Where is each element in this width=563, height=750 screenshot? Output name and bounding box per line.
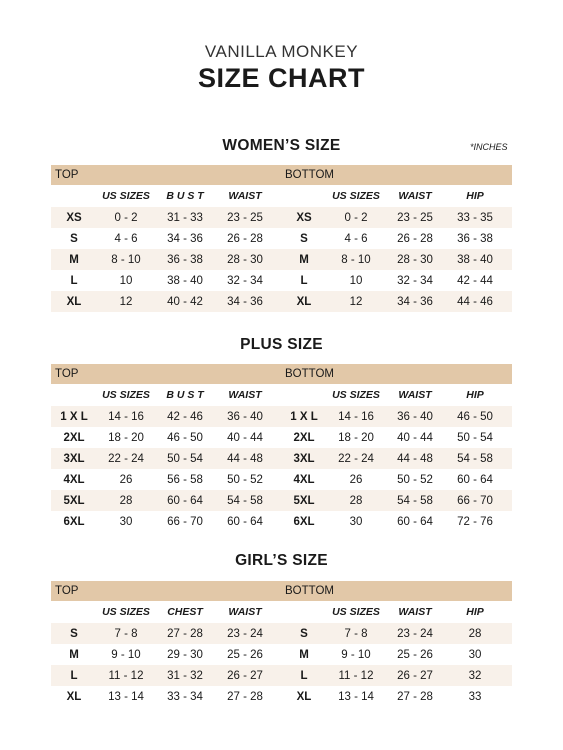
measurement-cell: 28 bbox=[119, 494, 133, 507]
column-header: CHEST bbox=[167, 606, 203, 618]
measurement-cell: 11 - 12 bbox=[338, 669, 374, 682]
size-label: L bbox=[70, 274, 78, 287]
table-row bbox=[51, 490, 282, 511]
size-label: 2XL bbox=[63, 431, 85, 444]
bottom-size-table bbox=[281, 581, 512, 707]
measurement-cell: 50 - 54 bbox=[457, 431, 493, 444]
measurement-cell: 26 - 28 bbox=[397, 232, 433, 245]
measurement-cell: 14 - 16 bbox=[108, 410, 144, 423]
measurement-cell: 31 - 32 bbox=[167, 669, 203, 682]
table-row bbox=[281, 406, 512, 427]
table-row bbox=[281, 291, 512, 312]
table-row bbox=[51, 207, 282, 228]
column-header: WAIST bbox=[398, 606, 432, 618]
measurement-cell: 36 - 38 bbox=[167, 253, 203, 266]
table-row bbox=[51, 623, 282, 644]
measurement-cell: 60 - 64 bbox=[167, 494, 203, 507]
table-row bbox=[281, 644, 512, 665]
size-label: M bbox=[69, 648, 79, 661]
size-label: L bbox=[70, 669, 78, 682]
column-header: B U S T bbox=[166, 389, 204, 401]
column-header: WAIST bbox=[398, 190, 432, 202]
measurement-cell: 23 - 24 bbox=[227, 627, 263, 640]
measurement-cell: 25 - 26 bbox=[227, 648, 263, 661]
table-row bbox=[51, 249, 282, 270]
measurement-cell: 36 - 40 bbox=[397, 410, 433, 423]
measurement-cell: 28 bbox=[349, 494, 363, 507]
size-label: L bbox=[300, 669, 308, 682]
measurement-cell: 32 - 34 bbox=[227, 274, 263, 287]
size-label: XL bbox=[296, 295, 312, 308]
table-row bbox=[51, 448, 282, 469]
table-row bbox=[51, 644, 282, 665]
size-label: 1 X L bbox=[290, 410, 318, 423]
measurement-cell: 13 - 14 bbox=[108, 690, 144, 703]
measurement-cell: 46 - 50 bbox=[167, 431, 203, 444]
top-size-table bbox=[51, 581, 282, 707]
table-label: TOP bbox=[51, 364, 282, 384]
size-label: 1 X L bbox=[60, 410, 88, 423]
measurement-cell: 29 - 30 bbox=[167, 648, 203, 661]
measurement-cell: 50 - 54 bbox=[167, 452, 203, 465]
column-header: US SIZES bbox=[332, 389, 380, 401]
table-header-row bbox=[281, 384, 512, 406]
measurement-cell: 38 - 40 bbox=[167, 274, 203, 287]
table-header-row bbox=[281, 601, 512, 623]
column-header: WAIST bbox=[228, 389, 262, 401]
measurement-cell: 8 - 10 bbox=[111, 253, 141, 266]
table-row bbox=[51, 291, 282, 312]
table-row bbox=[51, 270, 282, 291]
measurement-cell: 32 bbox=[468, 669, 482, 682]
measurement-cell: 72 - 76 bbox=[457, 515, 493, 528]
top-size-table bbox=[51, 165, 282, 312]
bottom-size-table bbox=[281, 165, 512, 312]
measurement-cell: 4 - 6 bbox=[344, 232, 368, 245]
measurement-cell: 26 - 27 bbox=[397, 669, 433, 682]
column-header: B U S T bbox=[166, 190, 204, 202]
table-row bbox=[51, 511, 282, 532]
measurement-cell: 27 - 28 bbox=[397, 690, 433, 703]
measurement-cell: 31 - 33 bbox=[167, 211, 203, 224]
table-label: BOTTOM bbox=[281, 364, 512, 384]
table-row bbox=[281, 490, 512, 511]
table-row bbox=[281, 207, 512, 228]
size-label: XL bbox=[66, 690, 82, 703]
measurement-cell: 40 - 44 bbox=[227, 431, 263, 444]
measurement-cell: 10 bbox=[349, 274, 363, 287]
table-header-row bbox=[51, 384, 282, 406]
table-label: TOP bbox=[51, 165, 282, 185]
brand-name: VANILLA MONKEY bbox=[204, 42, 359, 61]
measurement-cell: 36 - 40 bbox=[227, 410, 263, 423]
size-label: 2XL bbox=[293, 431, 315, 444]
size-label: 6XL bbox=[63, 515, 85, 528]
column-header: US SIZES bbox=[102, 190, 150, 202]
measurement-cell: 26 - 27 bbox=[227, 669, 263, 682]
measurement-cell: 28 bbox=[468, 627, 482, 640]
measurement-cell: 54 - 58 bbox=[397, 494, 433, 507]
measurement-cell: 40 - 44 bbox=[397, 431, 433, 444]
measurement-cell: 13 - 14 bbox=[338, 690, 374, 703]
measurement-cell: 33 bbox=[468, 690, 482, 703]
measurement-cell: 33 - 35 bbox=[457, 211, 493, 224]
table-header-row bbox=[51, 601, 282, 623]
table-header-row bbox=[281, 185, 512, 207]
size-label: XS bbox=[296, 211, 312, 224]
size-label: S bbox=[70, 627, 78, 640]
measurement-cell: 46 - 50 bbox=[457, 410, 493, 423]
measurement-cell: 28 - 30 bbox=[397, 253, 433, 266]
table-row bbox=[281, 665, 512, 686]
measurement-cell: 44 - 48 bbox=[227, 452, 263, 465]
measurement-cell: 50 - 52 bbox=[397, 473, 433, 486]
measurement-cell: 18 - 20 bbox=[338, 431, 374, 444]
measurement-cell: 42 - 46 bbox=[167, 410, 203, 423]
measurement-cell: 36 - 38 bbox=[457, 232, 493, 245]
table-label: TOP bbox=[51, 581, 282, 601]
column-header: WAIST bbox=[398, 389, 432, 401]
column-header: WAIST bbox=[228, 190, 262, 202]
size-label: XL bbox=[296, 690, 312, 703]
measurement-cell: 60 - 64 bbox=[227, 515, 263, 528]
measurement-cell: 26 bbox=[349, 473, 363, 486]
page-title: SIZE CHART bbox=[198, 63, 365, 93]
table-row bbox=[281, 427, 512, 448]
measurement-cell: 8 - 10 bbox=[341, 253, 371, 266]
measurement-cell: 25 - 26 bbox=[397, 648, 433, 661]
measurement-cell: 66 - 70 bbox=[167, 515, 203, 528]
measurement-cell: 34 - 36 bbox=[397, 295, 433, 308]
units-note: *INCHES bbox=[470, 142, 508, 152]
measurement-cell: 30 bbox=[119, 515, 133, 528]
measurement-cell: 12 bbox=[349, 295, 363, 308]
measurement-cell: 34 - 36 bbox=[167, 232, 203, 245]
measurement-cell: 44 - 48 bbox=[397, 452, 433, 465]
table-row bbox=[281, 469, 512, 490]
measurement-cell: 0 - 2 bbox=[114, 211, 138, 224]
measurement-cell: 11 - 12 bbox=[108, 669, 144, 682]
measurement-cell: 23 - 25 bbox=[227, 211, 263, 224]
measurement-cell: 27 - 28 bbox=[227, 690, 263, 703]
measurement-cell: 54 - 58 bbox=[227, 494, 263, 507]
measurement-cell: 34 - 36 bbox=[227, 295, 263, 308]
table-row bbox=[281, 686, 512, 707]
section-title: PLUS SIZE bbox=[240, 336, 323, 353]
measurement-cell: 23 - 24 bbox=[397, 627, 433, 640]
size-label: M bbox=[299, 253, 309, 266]
size-label: S bbox=[70, 232, 78, 245]
size-label: L bbox=[300, 274, 308, 287]
table-row bbox=[281, 511, 512, 532]
column-header: HIP bbox=[466, 606, 484, 618]
measurement-cell: 7 - 8 bbox=[344, 627, 368, 640]
measurement-cell: 50 - 52 bbox=[227, 473, 263, 486]
measurement-cell: 56 - 58 bbox=[167, 473, 203, 486]
measurement-cell: 18 - 20 bbox=[108, 431, 144, 444]
measurement-cell: 14 - 16 bbox=[338, 410, 374, 423]
table-row bbox=[51, 665, 282, 686]
measurement-cell: 32 - 34 bbox=[397, 274, 433, 287]
measurement-cell: 7 - 8 bbox=[114, 627, 138, 640]
column-header: US SIZES bbox=[102, 606, 150, 618]
size-label: XL bbox=[66, 295, 82, 308]
measurement-cell: 26 - 28 bbox=[227, 232, 263, 245]
measurement-cell: 9 - 10 bbox=[341, 648, 371, 661]
measurement-cell: 33 - 34 bbox=[167, 690, 203, 703]
measurement-cell: 9 - 10 bbox=[111, 648, 141, 661]
size-label: 4XL bbox=[293, 473, 315, 486]
measurement-cell: 60 - 64 bbox=[457, 473, 493, 486]
measurement-cell: 42 - 44 bbox=[457, 274, 493, 287]
table-header-row bbox=[51, 185, 282, 207]
bottom-size-table bbox=[281, 364, 512, 532]
table-row bbox=[281, 623, 512, 644]
measurement-cell: 60 - 64 bbox=[397, 515, 433, 528]
table-row bbox=[51, 228, 282, 249]
measurement-cell: 22 - 24 bbox=[108, 452, 144, 465]
measurement-cell: 4 - 6 bbox=[114, 232, 138, 245]
measurement-cell: 26 bbox=[119, 473, 133, 486]
size-label: 4XL bbox=[63, 473, 85, 486]
table-row bbox=[51, 406, 282, 427]
measurement-cell: 22 - 24 bbox=[338, 452, 374, 465]
column-header: WAIST bbox=[228, 606, 262, 618]
measurement-cell: 44 - 46 bbox=[457, 295, 493, 308]
table-row bbox=[281, 270, 512, 291]
column-header: US SIZES bbox=[102, 389, 150, 401]
column-header: US SIZES bbox=[332, 606, 380, 618]
measurement-cell: 38 - 40 bbox=[457, 253, 493, 266]
table-label: BOTTOM bbox=[281, 165, 512, 185]
size-label: 5XL bbox=[63, 494, 85, 507]
table-row bbox=[281, 249, 512, 270]
table-row bbox=[51, 427, 282, 448]
table-label: BOTTOM bbox=[281, 581, 512, 601]
measurement-cell: 30 bbox=[468, 648, 482, 661]
measurement-cell: 12 bbox=[119, 295, 133, 308]
top-size-table bbox=[51, 364, 282, 532]
section-title: WOMEN’S SIZE bbox=[222, 137, 341, 154]
measurement-cell: 23 - 25 bbox=[397, 211, 433, 224]
measurement-cell: 40 - 42 bbox=[167, 295, 203, 308]
measurement-cell: 28 - 30 bbox=[227, 253, 263, 266]
column-header: US SIZES bbox=[332, 190, 380, 202]
measurement-cell: 66 - 70 bbox=[457, 494, 493, 507]
measurement-cell: 27 - 28 bbox=[167, 627, 203, 640]
size-label: 3XL bbox=[293, 452, 315, 465]
size-label: XS bbox=[66, 211, 82, 224]
column-header: HIP bbox=[466, 190, 484, 202]
size-label: 5XL bbox=[293, 494, 315, 507]
column-header: HIP bbox=[466, 389, 484, 401]
size-label: S bbox=[300, 232, 308, 245]
size-label: 6XL bbox=[293, 515, 315, 528]
section-title: GIRL’S SIZE bbox=[235, 552, 328, 569]
table-row bbox=[281, 228, 512, 249]
table-row bbox=[51, 469, 282, 490]
size-label: M bbox=[299, 648, 309, 661]
size-label: 3XL bbox=[63, 452, 85, 465]
table-row bbox=[281, 448, 512, 469]
table-row bbox=[51, 686, 282, 707]
size-label: M bbox=[69, 253, 79, 266]
measurement-cell: 30 bbox=[349, 515, 363, 528]
measurement-cell: 54 - 58 bbox=[457, 452, 493, 465]
measurement-cell: 0 - 2 bbox=[344, 211, 368, 224]
size-label: S bbox=[300, 627, 308, 640]
measurement-cell: 10 bbox=[119, 274, 133, 287]
